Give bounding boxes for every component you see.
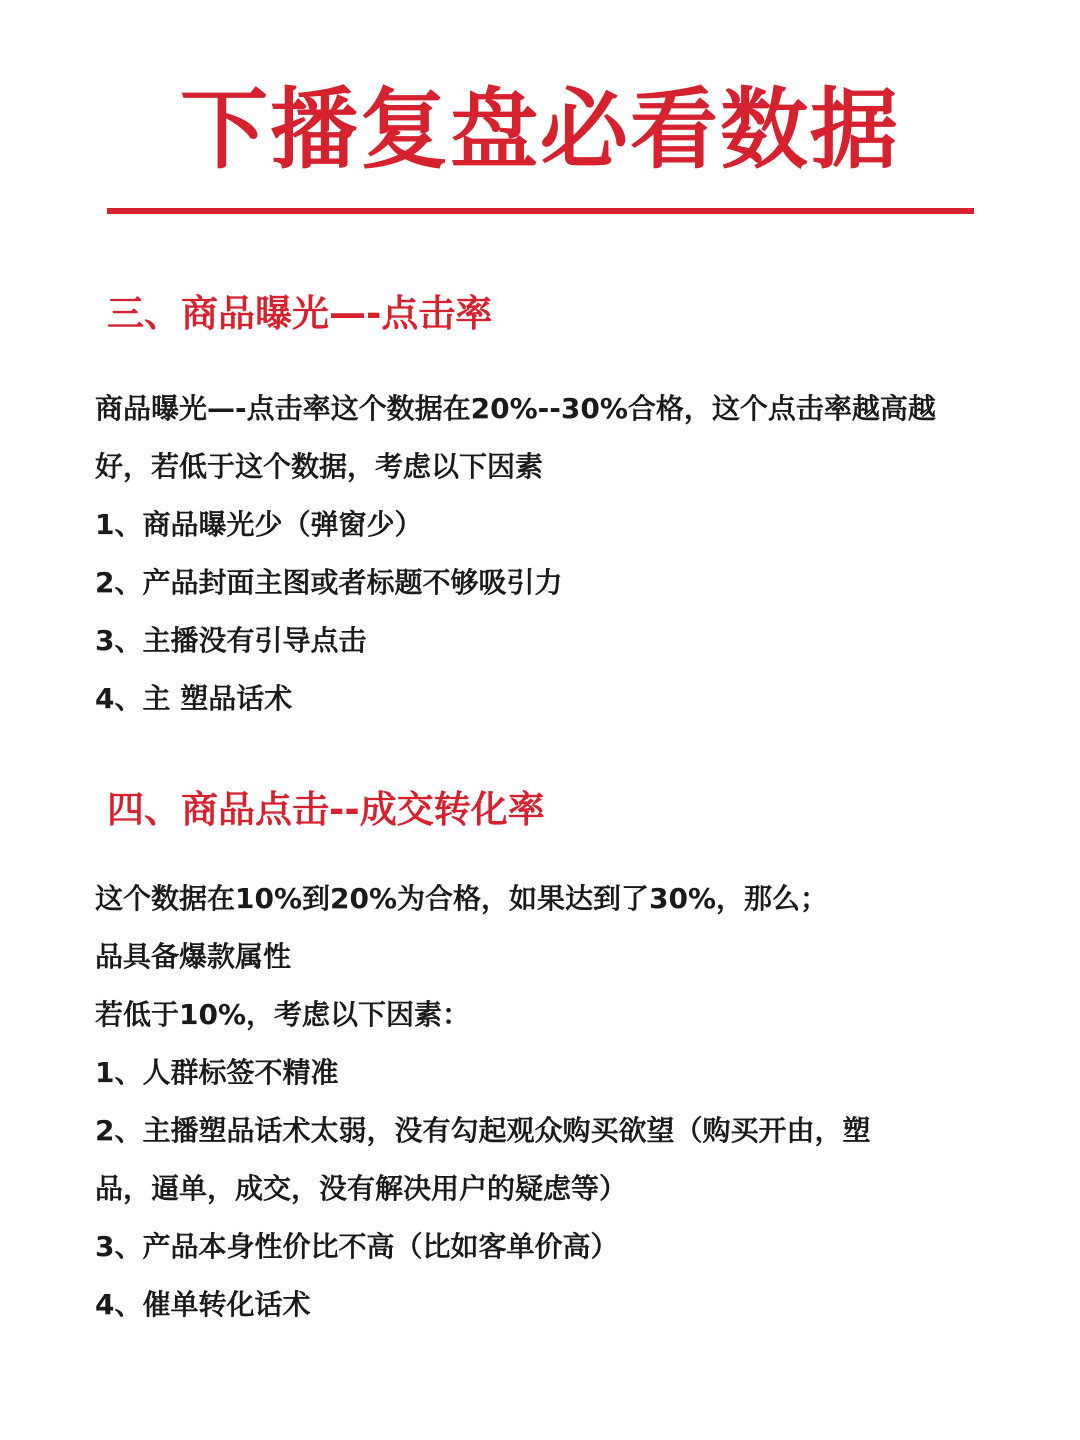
body-line: 若低于10%，考虑以下因素： <box>95 998 471 1031</box>
section-heading-4: 四、商品点击--成交转化率 <box>107 788 545 831</box>
list-item: 1、人群标签不精准 <box>95 1056 339 1089</box>
list-item: 2、产品封面主图或者标题不够吸引力 <box>95 566 563 599</box>
page-title: 下播复盘必看数据 <box>179 78 900 181</box>
section-body-3 <box>95 380 995 728</box>
list-item: 2、主播塑品话术太弱，没有勾起观众购买欲望（购买开由，塑 <box>95 1114 871 1147</box>
list-item: 3、产品本身性价比不高（比如客单价高） <box>95 1230 619 1263</box>
list-item: 4、主 塑品话术 <box>95 682 293 715</box>
section-heading-3: 三、商品曝光—-点击率 <box>107 292 493 335</box>
body-line: 这个数据在10%到20%为合格，如果达到了30%，那么； <box>95 882 829 915</box>
list-item: 品，逼单，成交，没有解决用户的疑虑等） <box>95 1172 628 1205</box>
section-body-4 <box>95 870 995 1334</box>
body-line: 品具备爆款属性 <box>95 940 292 973</box>
list-item: 1、商品曝光少（弹窗少） <box>95 508 423 541</box>
list-item: 4、催单转化话术 <box>95 1288 311 1321</box>
body-line: 好，若低于这个数据，考虑以下因素 <box>95 450 544 483</box>
body-line: 商品曝光—-点击率这个数据在20%--30%合格，这个点击率越高越 <box>95 392 936 425</box>
title-divider <box>107 208 974 214</box>
list-item: 3、主播没有引导点击 <box>95 624 367 657</box>
